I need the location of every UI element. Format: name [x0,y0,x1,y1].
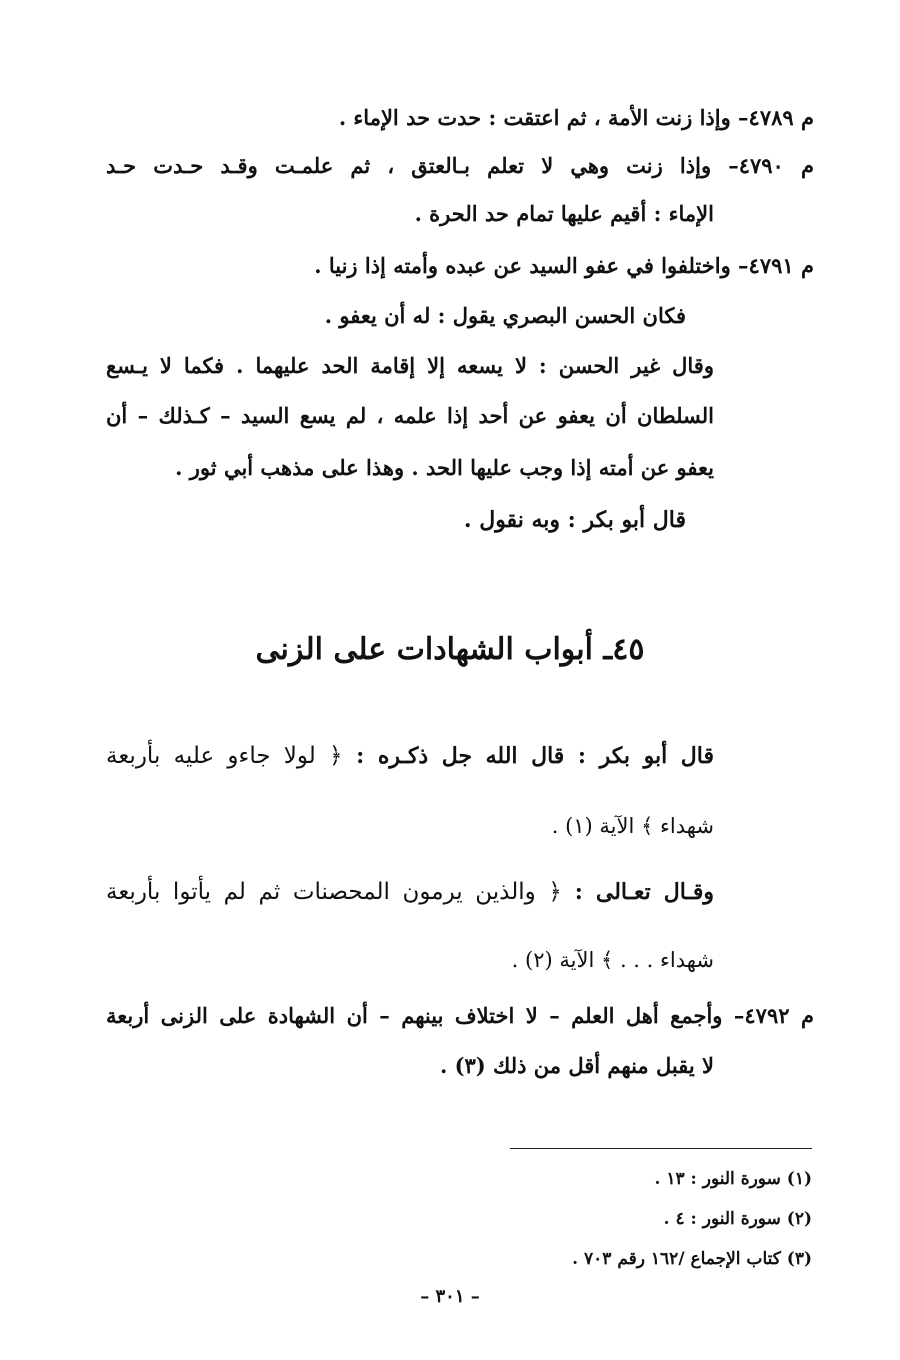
quran-quote-1-line-2: شهداء ﴾ الآية (١) . [551,814,714,838]
quran-quote-1-line-1 [106,740,714,772]
abubakr-statement: قال أبو بكر : وبه نقول . [463,507,686,533]
hasan-opinion: فكان الحسن البصري يقول : له أن يعفو . [324,303,686,328]
paragraph-4789: م ٤٧٨٩– وإذا زنت الأمة ، ثم اعتقت : حدت حد الإماء . [338,105,814,130]
footnote-3: (٣) كتاب الإجماع /١٦٢ رقم ٧٠٣ . [572,1249,812,1269]
paragraph-4790-line-1: م ٤٧٩٠– وإذا زنت وهي لا تعلم بـالعتق ، ثم علمـت وقـد حـدت حـد [106,153,814,178]
quote-2-intro: وقـال تعـالى : [574,879,714,905]
quote-1-verse: ﴿ لولا جاءو عليه بأربعة [106,743,343,769]
paragraph-4790-line-2: الإماء : أقيم عليها تمام حد الحرة . [414,201,714,226]
footnote-separator [510,1148,812,1149]
quote-1-intro: قال أبو بكر : قال الله جل ذكـره : [356,743,714,769]
other-opinion-line-2: السلطان أن يعفو عن أحد إذا علمه ، لم يسع السيد – كـذلك – أن [106,403,714,428]
footnote-2: (٢) سورة النور : ٤ . [663,1209,812,1229]
quran-quote-2-line-1 [106,876,714,908]
page-number: – ٣٠١ – [420,1286,480,1307]
footnote-1: (١) سورة النور : ١٣ . [654,1169,812,1189]
paragraph-4792-line-2: لا يقبل منهم أقل من ذلك (٣) . [439,1053,714,1078]
quote-2-verse: ﴿ والذين يرمون المحصنات ثم لم يأتوا بأربعة [106,879,562,905]
quran-quote-2-line-2: شهداء . . . ﴾ الآية (٢) . [511,948,714,972]
other-opinion-line-1: وقال غير الحسن : لا يسعه إلا إقامة الحد عليهما . فكما لا يـسع [106,353,714,378]
paragraph-4791: م ٤٧٩١– واختلفوا في عفو السيد عن عبده وأمته إذا زنيا . [314,253,814,278]
chapter-heading: ٤٥ـ أبواب الشهادات على الزنى [255,632,645,667]
other-opinion-line-3: يعفو عن أمته إذا وجب عليها الحد . وهذا على مذهب أبي ثور . [175,455,714,480]
paragraph-4792-line-1: م ٤٧٩٢– وأجمع أهل العلم – لا اختلاف بينهم – أن الشهادة على الزنى أربعة [106,1003,814,1028]
